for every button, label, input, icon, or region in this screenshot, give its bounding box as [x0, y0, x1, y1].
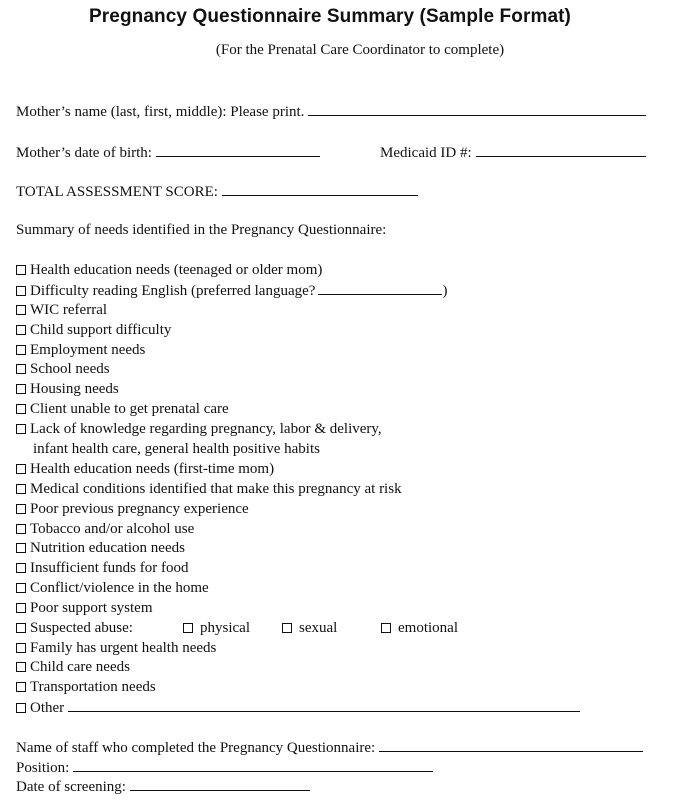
need-item: Client unable to get prenatal care	[16, 401, 229, 418]
mother-name-row	[16, 103, 646, 121]
medicaid-id-input[interactable]	[476, 144, 646, 157]
need-item: WIC referral	[16, 302, 107, 319]
need-item: Child care needs	[16, 659, 130, 676]
need-item: Tobacco and/or alcohol use	[16, 521, 194, 538]
mother-dob-label: Mother’s date of birth:	[16, 145, 152, 161]
need-item: Transportation needs	[16, 679, 156, 696]
position-input[interactable]	[73, 759, 433, 772]
mother-dob-input[interactable]	[156, 144, 320, 157]
staff-name-row	[16, 739, 643, 757]
checkbox[interactable]	[16, 643, 26, 653]
need-item: Poor previous pregnancy experience	[16, 501, 249, 518]
mother-dob-row	[16, 144, 320, 162]
checkbox[interactable]	[16, 484, 26, 494]
checkbox[interactable]	[16, 583, 26, 593]
need-item: School needs	[16, 361, 110, 378]
checkbox[interactable]	[16, 464, 26, 474]
checkbox[interactable]	[282, 623, 292, 633]
staff-name-label: Name of staff who completed the Pregnancy Questionnaire:	[16, 740, 376, 756]
abuse-option-sexual: sexual	[282, 620, 337, 637]
need-item: Lack of knowledge regarding pregnancy, labor & delivery,	[16, 421, 382, 438]
page-title: Pregnancy Questionnaire Summary (Sample Format)	[89, 6, 571, 27]
medicaid-id-label: Medicaid ID #:	[380, 145, 472, 161]
need-item-continuation: infant health care, general health positive habits	[33, 441, 320, 457]
need-item: Housing needs	[16, 381, 119, 398]
checkbox[interactable]	[16, 265, 26, 275]
need-item: Family has urgent health needs	[16, 640, 216, 657]
need-item-suspected-abuse: Suspected abuse:	[16, 620, 133, 637]
need-item: Insufficient funds for food	[16, 560, 188, 577]
mother-name-input[interactable]	[308, 103, 646, 116]
medicaid-id-row	[380, 144, 646, 162]
checkbox[interactable]	[16, 305, 26, 315]
position-label: Position:	[16, 760, 70, 776]
total-score-row	[16, 183, 418, 201]
checkbox[interactable]	[16, 364, 26, 374]
checkbox[interactable]	[16, 543, 26, 553]
date-screening-label: Date of screening:	[16, 779, 126, 795]
checkbox[interactable]	[16, 384, 26, 394]
abuse-option-physical: physical	[183, 620, 250, 637]
checkbox[interactable]	[16, 662, 26, 672]
total-score-input[interactable]	[222, 183, 418, 196]
total-score-label: TOTAL ASSESSMENT SCORE:	[16, 184, 218, 200]
need-item: Medical conditions identified that make this pregnancy at risk	[16, 481, 402, 498]
checkbox[interactable]	[16, 563, 26, 573]
checkbox[interactable]	[183, 623, 193, 633]
checkbox[interactable]	[16, 286, 26, 296]
checkbox[interactable]	[381, 623, 391, 633]
need-item: Poor support system	[16, 600, 153, 617]
need-item: Health education needs (teenaged or older mom)	[16, 262, 322, 279]
checkbox[interactable]	[16, 682, 26, 692]
checkbox[interactable]	[16, 703, 26, 713]
need-item: Employment needs	[16, 342, 145, 359]
checkbox[interactable]	[16, 424, 26, 434]
checkbox[interactable]	[16, 504, 26, 514]
need-item: Difficulty reading English (preferred language? )	[16, 282, 447, 300]
checkbox[interactable]	[16, 345, 26, 355]
page-subtitle: (For the Prenatal Care Coordinator to complete)	[215, 42, 505, 58]
checkbox[interactable]	[16, 603, 26, 613]
date-screening-row	[16, 778, 310, 796]
abuse-option-emotional: emotional	[381, 620, 458, 637]
date-screening-input[interactable]	[130, 778, 310, 791]
checkbox[interactable]	[16, 325, 26, 335]
checkbox[interactable]	[16, 404, 26, 414]
need-item: Child support difficulty	[16, 322, 171, 339]
staff-name-input[interactable]	[379, 739, 643, 752]
need-item: Conflict/violence in the home	[16, 580, 209, 597]
preferred-language-input[interactable]	[318, 282, 442, 295]
other-input[interactable]	[68, 699, 580, 712]
checkbox[interactable]	[16, 623, 26, 633]
checkbox[interactable]	[16, 524, 26, 534]
need-item: Nutrition education needs	[16, 540, 185, 557]
position-row	[16, 759, 433, 777]
need-item-other: Other	[16, 699, 580, 717]
summary-heading: Summary of needs identified in the Pregnancy Questionnaire:	[16, 222, 387, 238]
mother-name-label: Mother’s name (last, first, middle): Please print.	[16, 104, 305, 120]
need-item: Health education needs (first-time mom)	[16, 461, 274, 478]
